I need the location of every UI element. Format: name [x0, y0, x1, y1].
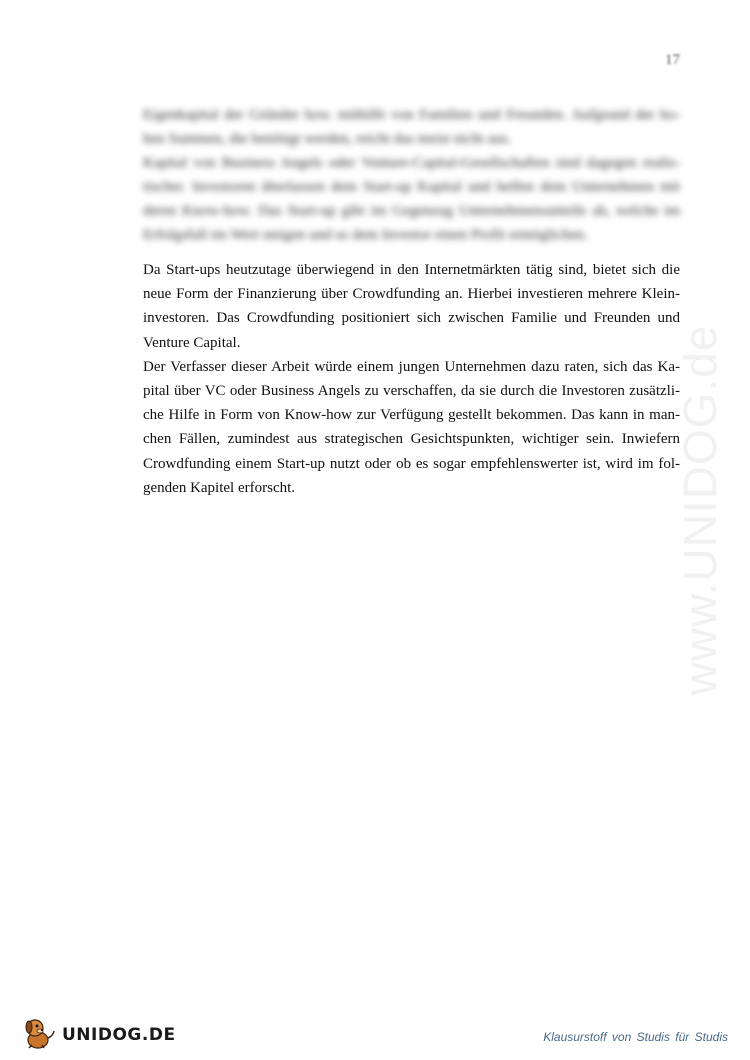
dog-mascot-icon — [22, 1014, 58, 1050]
text-line: pital über VC oder Business Angels zu verschaffen, da sie durch die Investoren zusätzli- — [143, 383, 680, 400]
text-line: Der Verfasser dieser Arbeit würde einem jungen Unternehmen dazu raten, sich das Ka- — [143, 358, 680, 375]
blurred-line: Eigenkapital der Gründer bzw. mithilfe von Familien und Freunden. Aufgrund der ho- — [143, 107, 680, 123]
text-line: chen Fällen, zumindest aus strategischen Gesichtspunkten, wichtiger sein. Inwiefern — [143, 431, 680, 448]
blurred-line: deren Know-how. Das Start-up gibt im Gegenzug Unternehmensanteile ab, welche im — [143, 203, 680, 219]
footer-logo[interactable] — [22, 1014, 176, 1050]
logo-text: UNIDOG.DE — [62, 1025, 176, 1045]
watermark-text: www.UNIDOG.de — [674, 324, 726, 696]
text-line: investoren. Das Crowdfunding positioniert sich zwischen Familie und Freunden und — [143, 310, 680, 327]
text-line: Crowdfunding einem Start-up nutzt oder ob es sogar empfehlenswerter ist, wird im fol- — [143, 455, 680, 472]
body-text — [143, 258, 680, 500]
text-line: Venture Capital. — [143, 334, 241, 351]
blurred-line: Erfolgsfall im Wert steigen und so dem Investor einen Profit ermöglichen. — [143, 227, 588, 243]
page-number: 17 — [665, 52, 680, 68]
blurred-text-block — [143, 103, 680, 247]
blurred-line: tischer. Investoren überlassen dem Start-up Kapital und helfen dem Unternehmen mit — [143, 179, 680, 195]
text-line: neue Form der Finanzierung über Crowdfunding an. Hierbei investieren mehrere Klein- — [143, 286, 680, 303]
paragraph — [143, 258, 680, 355]
blurred-line: Kapital von Business Angels oder Venture-Capital-Gesellschaften sind dagegen realis- — [143, 155, 680, 171]
blurred-line: hen Summen, die benötigt werden, reicht das meist nicht aus. — [143, 131, 512, 147]
watermark — [670, 280, 730, 740]
footer-tagline: Klausurstoff von Studis für Studis — [543, 1030, 728, 1044]
text-line: genden Kapitel erforscht. — [143, 479, 296, 496]
text-line: Da Start-ups heutzutage überwiegend in den Internetmärkten tätig sind, bietet sich die — [143, 262, 680, 278]
text-line: che Hilfe in Form von Know-how zur Verfügung gestellt bekommen. Das kann in man- — [143, 407, 680, 424]
paragraph — [143, 355, 680, 500]
